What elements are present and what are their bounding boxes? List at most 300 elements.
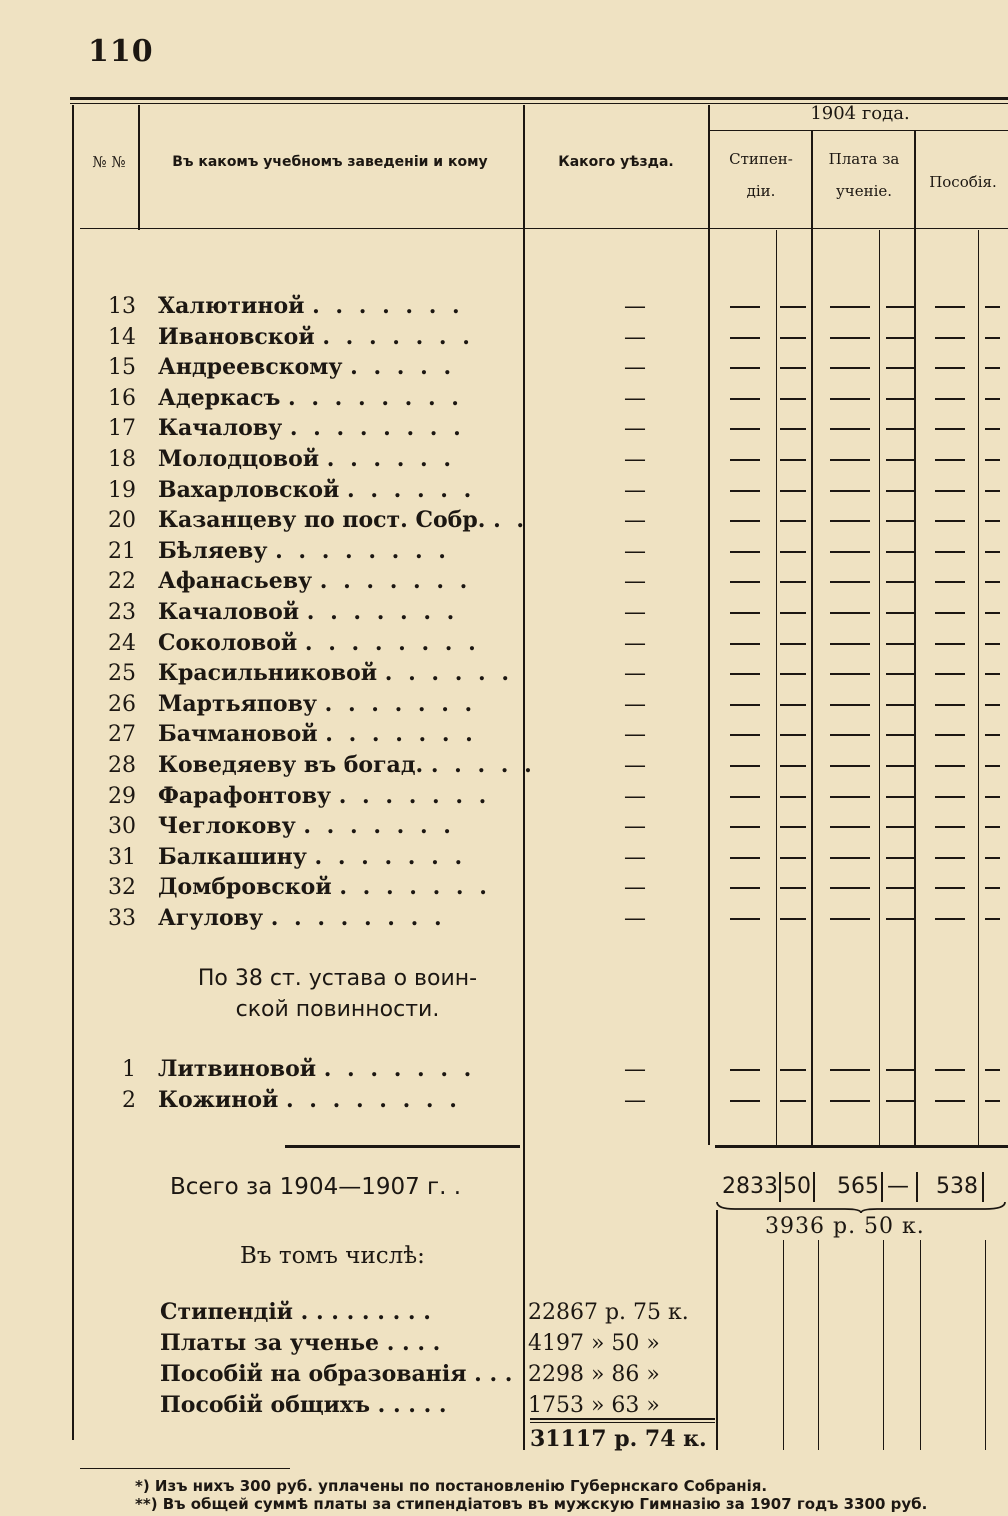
breakdown-row: [160, 1359, 1008, 1390]
breakdown-item-label: Пособій на образованія . . .: [160, 1361, 513, 1387]
table-empty-dash: [985, 428, 1000, 430]
table-number: 27: [108, 722, 136, 748]
table-empty-dash: [935, 918, 965, 920]
table-empty-dash: [830, 887, 870, 889]
table-empty-dash: [935, 337, 965, 339]
table-empty-dash: [886, 612, 914, 614]
table-row: [80, 842, 1008, 873]
section-empty-dash: [985, 1069, 1000, 1071]
table-row: [80, 597, 1008, 628]
table-empty-dash: [830, 490, 870, 492]
section-number: 1: [122, 1057, 136, 1082]
table-empty-dash: [830, 643, 870, 645]
table-empty-dash: [830, 581, 870, 583]
totals-label: Всего за 1904—1907 г. .: [170, 1174, 462, 1200]
table-empty-dash: [886, 520, 914, 522]
breakdown-total-rule: [530, 1418, 715, 1420]
section-name-text: Литвиновой: [158, 1056, 317, 1082]
table-name: [158, 475, 598, 506]
table-empty-dash: [886, 826, 914, 828]
table-leader-dots: . . . . . . . .: [289, 415, 465, 442]
totals-sep-5: [982, 1172, 984, 1202]
table-empty-dash: [730, 459, 760, 461]
table-empty-dash: [935, 857, 965, 859]
header-district: Какого уѣзда.: [558, 154, 674, 170]
table-district: —: [624, 600, 646, 625]
table-district: —: [624, 630, 646, 656]
footnote-1: *) Изъ нихъ 300 руб. уплачены по постановленію Губернскаго Собранія.: [135, 1477, 768, 1495]
table-empty-dash: [830, 428, 870, 430]
table-empty-dash: [886, 765, 914, 767]
table-empty-dash: [730, 306, 760, 308]
table-empty-dash: [935, 887, 965, 889]
table-empty-dash: [985, 367, 1000, 369]
table-district: —: [624, 385, 646, 411]
table-district: —: [624, 783, 646, 809]
table-name-text: Коведяеву въ богад.: [158, 752, 424, 778]
table-name-text: Балкашину: [158, 843, 307, 870]
breakdown-item-value: 22867 р. 75 к.: [528, 1300, 689, 1325]
table-empty-dash: [985, 887, 1000, 889]
table-number: 17: [108, 416, 136, 442]
table-empty-dash: [730, 704, 760, 706]
table-empty-dash: [935, 428, 965, 430]
section-empty-dash: [830, 1100, 870, 1102]
table-empty-dash: [935, 612, 965, 614]
breakdown-item-value: 4197 » 50 »: [528, 1331, 660, 1356]
totals-rule-left: [285, 1145, 520, 1148]
section-empty-dash: [780, 1100, 806, 1102]
header-year: 1904 года.: [810, 103, 910, 124]
table-empty-dash: [730, 551, 760, 553]
totals-rule-right: [715, 1145, 1008, 1148]
table-name: [158, 811, 598, 842]
table-row: [80, 628, 1008, 659]
table-name: [158, 597, 598, 628]
table-empty-dash: [985, 337, 1000, 339]
table-row: [80, 505, 1008, 536]
table-number: 20: [108, 508, 136, 534]
table-empty-dash: [886, 581, 914, 583]
table-number: 30: [108, 814, 136, 840]
table-empty-dash: [886, 643, 914, 645]
table-empty-dash: [780, 765, 806, 767]
table-district: —: [624, 722, 646, 748]
table-empty-dash: [935, 581, 965, 583]
table-name: [158, 658, 598, 689]
table-number: 14: [108, 324, 136, 350]
table-empty-dash: [730, 673, 760, 675]
table-leader-dots: . . . . . . .: [324, 690, 477, 717]
table-number: 32: [108, 875, 136, 901]
breakdown-item-label: Платы за ученье . . . .: [160, 1330, 441, 1356]
section-row: [80, 1085, 1008, 1116]
table-empty-dash: [780, 581, 806, 583]
table-empty-dash: [935, 734, 965, 736]
section-row: [80, 1054, 1008, 1085]
table-empty-dash: [780, 704, 806, 706]
section-empty-dash: [985, 1100, 1000, 1102]
table-name-text: Агулову: [158, 905, 264, 931]
table-name: [158, 322, 598, 353]
breakdown-total: 31117 р. 74 к.: [530, 1426, 707, 1452]
table-name: [158, 842, 598, 873]
table-empty-dash: [985, 551, 1000, 553]
table-empty-dash: [886, 734, 914, 736]
header-institution: Въ какомъ учебномъ заведеніи и кому: [172, 154, 488, 170]
table-empty-dash: [886, 367, 914, 369]
table-row: [80, 383, 1008, 414]
breakdown-row: [160, 1328, 1008, 1359]
section-empty-dash: [935, 1100, 965, 1102]
table-empty-dash: [935, 367, 965, 369]
table-district: —: [624, 294, 646, 319]
table-empty-dash: [830, 306, 870, 308]
table-number: 21: [108, 538, 136, 564]
table-empty-dash: [985, 459, 1000, 461]
table-empty-dash: [780, 520, 806, 522]
table-empty-dash: [780, 551, 806, 553]
table-empty-dash: [730, 734, 760, 736]
table-number: 28: [108, 753, 136, 778]
section-empty-dash: [830, 1069, 870, 1071]
table-empty-dash: [935, 490, 965, 492]
table-number: 19: [108, 477, 136, 503]
table-empty-dash: [730, 398, 760, 400]
table-district: —: [624, 814, 646, 840]
table-number: 15: [108, 355, 136, 381]
table-district: —: [624, 661, 646, 687]
table-number: 16: [108, 385, 136, 411]
table-empty-dash: [730, 581, 760, 583]
table-number: 25: [108, 661, 136, 687]
table-name-text: Вахарловской: [158, 476, 340, 503]
table-empty-dash: [830, 796, 870, 798]
header-bottom-rule: [80, 228, 1008, 229]
table-empty-dash: [830, 367, 870, 369]
table-row: [80, 719, 1008, 750]
table-empty-dash: [886, 398, 914, 400]
table-name-text: Бѣляеву: [158, 537, 268, 564]
table-leader-dots: . . . . .: [430, 752, 536, 778]
table-empty-dash: [830, 398, 870, 400]
table-empty-dash: [780, 643, 806, 645]
totals-sep-3: [881, 1172, 883, 1202]
table-empty-dash: [780, 306, 806, 308]
table-empty-dash: [830, 857, 870, 859]
table-empty-dash: [730, 428, 760, 430]
table-empty-dash: [780, 612, 806, 614]
table-empty-dash: [886, 306, 914, 308]
table-empty-dash: [780, 734, 806, 736]
table-empty-dash: [730, 490, 760, 492]
table-empty-dash: [830, 734, 870, 736]
table-empty-dash: [935, 551, 965, 553]
breakdown-item-value: 2298 » 86 »: [528, 1362, 660, 1387]
table-leader-dots: . . . . . . .: [339, 874, 491, 901]
table-number: 18: [108, 447, 136, 472]
table-number: 22: [108, 569, 136, 595]
table-empty-dash: [886, 490, 914, 492]
table-leader-dots: . . . . . . .: [322, 323, 474, 350]
table-name-text: Мартьяпову: [158, 690, 317, 717]
table-row: [80, 413, 1008, 444]
page-number: 110: [88, 34, 154, 69]
table-empty-dash: [730, 765, 760, 767]
table-empty-dash: [985, 520, 1000, 522]
table-row: [80, 658, 1008, 689]
totals-stipend-rub: 2833: [722, 1174, 778, 1199]
table-district: —: [624, 508, 646, 534]
table-name: [158, 413, 598, 444]
totals-allowance-rub: 538: [936, 1174, 978, 1199]
table-row: [80, 352, 1008, 383]
table-row: [80, 566, 1008, 597]
table-empty-dash: [730, 337, 760, 339]
table-name-text: Красильниковой: [158, 660, 378, 687]
table-name: [158, 781, 598, 812]
section-empty-dash: [935, 1069, 965, 1071]
table-name-text: Домбровской: [158, 874, 332, 901]
table-empty-dash: [730, 643, 760, 645]
table-empty-dash: [935, 520, 965, 522]
table-district: —: [624, 569, 646, 595]
table-empty-dash: [730, 918, 760, 920]
table-empty-dash: [935, 704, 965, 706]
header-fee-1: Плата за: [828, 150, 900, 168]
totals-fee-rub: 565: [837, 1174, 879, 1199]
table-empty-dash: [935, 398, 965, 400]
section-title-line1: По 38 ст. устава о воин-: [197, 966, 478, 991]
table-empty-dash: [830, 704, 870, 706]
table-empty-dash: [935, 643, 965, 645]
breakdown-row: [160, 1390, 1008, 1421]
table-empty-dash: [935, 826, 965, 828]
table-empty-dash: [830, 551, 870, 553]
table-empty-dash: [935, 306, 965, 308]
totals-sum: 3936 р. 50 к.: [765, 1214, 925, 1239]
table-district: —: [624, 753, 646, 778]
totals-sep-2: [813, 1172, 815, 1202]
table-empty-dash: [985, 857, 1000, 859]
table-empty-dash: [830, 765, 870, 767]
table-empty-dash: [985, 796, 1000, 798]
table-district: —: [624, 691, 646, 717]
section-leader-dots: . . . . . . .: [323, 1056, 476, 1082]
breakdown-item-label: Стипендій . . . . . . . . .: [160, 1299, 431, 1325]
table-number: 33: [108, 906, 136, 931]
col-line-num: [138, 105, 140, 230]
table-name-text: Халютиной: [158, 293, 305, 319]
header-num: № №: [92, 153, 126, 171]
table-leader-dots: . . . . .: [350, 354, 456, 381]
table-name-text: Чеглокову: [158, 813, 296, 840]
table-empty-dash: [985, 826, 1000, 828]
table-number: 24: [108, 630, 136, 656]
table-empty-dash: [886, 796, 914, 798]
table-empty-dash: [985, 581, 1000, 583]
table-empty-dash: [730, 826, 760, 828]
table-row: [80, 811, 1008, 842]
table-empty-dash: [886, 918, 914, 920]
table-empty-dash: [830, 459, 870, 461]
table-district: —: [624, 538, 646, 564]
table-empty-dash: [886, 459, 914, 461]
table-row: [80, 781, 1008, 812]
table-empty-dash: [985, 918, 1000, 920]
table-leader-dots: . . . . . . .: [314, 843, 467, 870]
table-name-text: Фарафонтову: [158, 782, 332, 809]
table-empty-dash: [985, 490, 1000, 492]
table-name: [158, 383, 598, 414]
footnote-rule: [80, 1468, 290, 1469]
table-empty-dash: [830, 826, 870, 828]
table-empty-dash: [886, 551, 914, 553]
section-leader-dots: . . . . . . . .: [285, 1087, 461, 1113]
table-empty-dash: [780, 796, 806, 798]
table-name: [158, 505, 598, 536]
table-empty-dash: [730, 367, 760, 369]
totals-sep-1: [779, 1172, 781, 1202]
table-empty-dash: [730, 796, 760, 798]
table-name-text: Соколовой: [158, 629, 298, 656]
table-district: —: [624, 355, 646, 381]
table-empty-dash: [730, 612, 760, 614]
table-empty-dash: [780, 337, 806, 339]
footnote-2: **) Въ общей суммѣ платы за стипендіатовъ въ мужскую Гимназію за 1907 годъ 3300 руб.: [135, 1495, 928, 1513]
table-name: [158, 872, 598, 903]
section-number: 2: [122, 1088, 136, 1113]
table-row: [80, 536, 1008, 567]
table-name: [158, 719, 598, 750]
col-line-left: [72, 105, 74, 1440]
section-empty-dash: [730, 1100, 760, 1102]
table-leader-dots: . . . . . . .: [325, 721, 477, 748]
table-name: [158, 750, 598, 781]
table-empty-dash: [886, 428, 914, 430]
table-empty-dash: [886, 673, 914, 675]
table-empty-dash: [935, 796, 965, 798]
totals-sep-4: [916, 1172, 918, 1202]
table-empty-dash: [985, 673, 1000, 675]
table-empty-dash: [780, 428, 806, 430]
table-row: [80, 322, 1008, 353]
table-empty-dash: [830, 520, 870, 522]
header-stipend-2: діи.: [746, 182, 776, 200]
table-leader-dots: . . . . . . . .: [304, 629, 480, 656]
table-name-text: Афанасьеву: [158, 568, 313, 595]
table-number: 23: [108, 600, 136, 625]
table-empty-dash: [985, 704, 1000, 706]
table-leader-dots: . . . . . . . .: [275, 537, 450, 564]
breakdown-total-rule-2: [530, 1422, 715, 1423]
table-empty-dash: [780, 826, 806, 828]
table-leader-dots: . . . . . . .: [303, 813, 455, 840]
table-leader-dots: . . . . . .: [326, 446, 456, 472]
table-leader-dots: . .: [493, 507, 529, 534]
table-leader-dots: . . . . . . .: [319, 568, 472, 595]
table-row: [80, 444, 1008, 475]
table-leader-dots: . . . . . .: [384, 660, 514, 687]
year-group-rule: [710, 130, 1008, 131]
table-empty-dash: [830, 673, 870, 675]
header-fee-2: ученіе.: [835, 182, 893, 200]
table-leader-dots: . . . . . . . .: [270, 905, 446, 931]
table-name-text: Андреевскому: [158, 354, 343, 381]
table-row: [80, 291, 1008, 322]
table-name-text: Ивановской: [158, 323, 315, 350]
table-leader-dots: . . . . . .: [347, 476, 476, 503]
table-empty-dash: [985, 398, 1000, 400]
table-empty-dash: [985, 734, 1000, 736]
table-empty-dash: [780, 459, 806, 461]
table-district: —: [624, 906, 646, 931]
section-name-text: Кожиной: [158, 1087, 279, 1113]
table-empty-dash: [780, 398, 806, 400]
breakdown-row: [160, 1297, 1008, 1328]
totals-stipend-kop: 50: [783, 1174, 811, 1199]
table-district: —: [624, 416, 646, 442]
table-empty-dash: [780, 490, 806, 492]
table-number: 13: [108, 294, 136, 319]
table-number: 29: [108, 783, 136, 809]
table-name: [158, 689, 598, 720]
breakdown-label: Въ томъ числѣ:: [240, 1243, 425, 1269]
table-empty-dash: [830, 337, 870, 339]
table-name: [158, 903, 598, 934]
table-number: 26: [108, 691, 136, 717]
table-name-text: Молодцовой: [158, 446, 320, 472]
table-empty-dash: [935, 673, 965, 675]
table-empty-dash: [830, 612, 870, 614]
table-row: [80, 750, 1008, 781]
table-empty-dash: [985, 612, 1000, 614]
table-empty-dash: [935, 459, 965, 461]
table-empty-dash: [886, 887, 914, 889]
table-leader-dots: . . . . . . .: [338, 782, 491, 809]
section-empty-dash: [780, 1069, 806, 1071]
table-name-text: Качаловой: [158, 599, 300, 625]
table-district: —: [624, 875, 646, 901]
table-leader-dots: . . . . . . . .: [288, 384, 463, 411]
table-empty-dash: [935, 765, 965, 767]
table-name-text: Бачмановой: [158, 721, 318, 748]
table-row: [80, 903, 1008, 934]
table-district: —: [624, 477, 646, 503]
totals-fee-kop: —: [887, 1174, 909, 1199]
table-district: —: [624, 844, 646, 870]
table-empty-dash: [780, 918, 806, 920]
table-name-text: Казанцеву по пост. Собр.: [158, 507, 486, 534]
table-district: —: [624, 447, 646, 472]
table-empty-dash: [886, 704, 914, 706]
table-empty-dash: [886, 857, 914, 859]
table-empty-dash: [730, 857, 760, 859]
breakdown-item-label: Пособій общихъ . . . . .: [160, 1392, 447, 1418]
table-empty-dash: [780, 673, 806, 675]
section-empty-dash: [730, 1069, 760, 1071]
table-empty-dash: [830, 918, 870, 920]
table-row: [80, 872, 1008, 903]
breakdown-item-value: 1753 » 63 »: [528, 1393, 660, 1418]
table-row: [80, 689, 1008, 720]
table-empty-dash: [780, 857, 806, 859]
table-empty-dash: [780, 367, 806, 369]
table-name: [158, 291, 598, 322]
table-name: [158, 352, 598, 383]
table-row: [80, 475, 1008, 506]
section-district: —: [624, 1088, 646, 1113]
